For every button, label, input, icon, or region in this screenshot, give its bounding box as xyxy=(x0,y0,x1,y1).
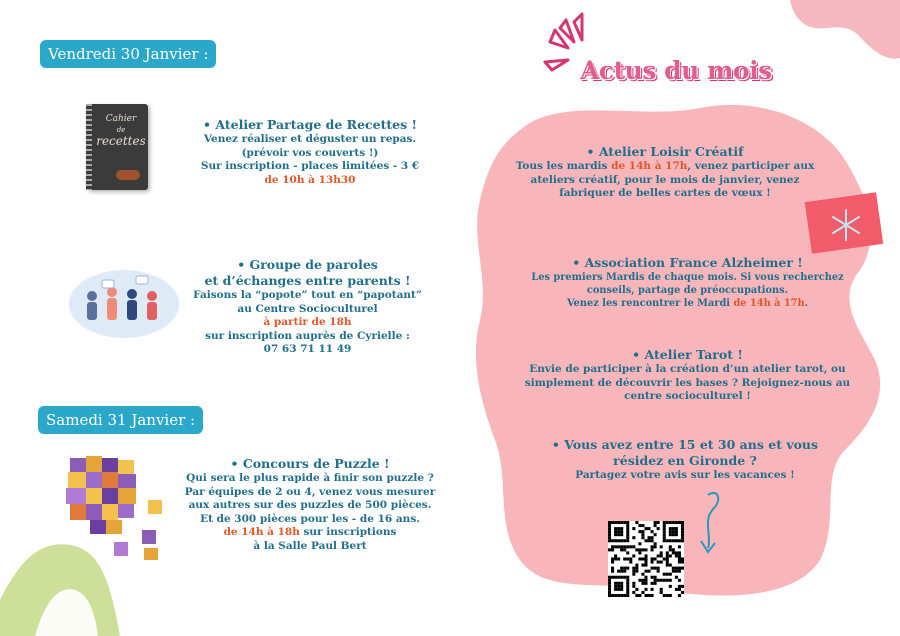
news-jeunes-line: Partagez votre avis sur les vacances ! xyxy=(575,469,795,481)
event-parents xyxy=(180,257,435,357)
news-jeunes-title: résidez en Gironde ? xyxy=(613,453,757,468)
event-recettes-time: de 10h à 13h30 xyxy=(264,173,356,186)
event-puzzle-line: Qui sera le plus rapide à finir son puzzle ? xyxy=(186,472,434,484)
pink-corner-blob xyxy=(790,0,900,59)
date-badge-friday: Vendredi 30 Janvier : xyxy=(40,40,216,68)
news-tarot-title: • Atelier Tarot ! xyxy=(632,347,743,362)
starburst-icon xyxy=(545,14,582,70)
snowflake-card-icon xyxy=(805,192,884,254)
event-puzzle-line: Et de 300 pièces pour les - de 16 ans. xyxy=(200,512,420,525)
news-alzheimer-pre: Venez les rencontrer le Mardi xyxy=(566,298,734,309)
event-parents-time: à partir de 18h xyxy=(263,316,352,328)
event-puzzle-location: à la Salle Paul Bert xyxy=(253,539,367,552)
news-alzheimer-title: • Association France Alzheimer ! xyxy=(572,255,803,270)
event-parents-title: • Groupe de paroles xyxy=(237,257,378,272)
news-loisir-post: , venez participer aux xyxy=(687,160,815,172)
news-loisir-title: • Atelier Loisir Créatif xyxy=(586,144,744,159)
date-badge-saturday: Samedi 31 Janvier : xyxy=(38,406,203,434)
event-recettes-line: (prévoir vos couverts !) xyxy=(241,146,379,159)
news-loisir-line: fabriquer de belles cartes de vœux ! xyxy=(559,187,771,199)
event-puzzle xyxy=(175,456,445,553)
event-recettes-title: • Atelier Partage de Recettes ! xyxy=(203,117,417,132)
news-tarot-line: Envie de participer à la création d’un atelier tarot, ou xyxy=(529,363,846,375)
event-recettes-line: Venez réaliser et déguster un repas. xyxy=(203,133,417,145)
news-alzheimer-line: conseils, partage de préoccupations. xyxy=(586,285,789,296)
event-parents-title: et d’échanges entre parents ! xyxy=(204,273,411,288)
news-tarot-line: centre socioculturel ! xyxy=(624,390,751,402)
event-puzzle-line: Par équipes de 2 ou 4, venez vous mesurer xyxy=(184,485,436,498)
event-parents-line: Faisons la “popote” tout en “papotant” xyxy=(193,289,422,301)
news-alzheimer xyxy=(515,255,860,310)
news-loisir-pre: Tous les mardis xyxy=(515,160,612,172)
event-puzzle-time-suffix: sur inscriptions xyxy=(299,526,397,538)
news-loisir-creatif xyxy=(505,144,825,201)
news-header: Actus du mois xyxy=(580,56,772,85)
event-parents-line: sur inscription auprès de Cyrielle : xyxy=(205,329,410,342)
book-line1: Cahier xyxy=(105,114,137,124)
event-recettes xyxy=(185,117,435,187)
news-loisir-time: de 14h à 17h xyxy=(611,160,688,172)
recipe-book-image xyxy=(86,104,148,190)
news-alzheimer-line: Les premiers Mardis de chaque mois. Si vous recherchez xyxy=(531,272,844,283)
news-jeunes-title: • Vous avez entre 15 et 30 ans et vous xyxy=(551,437,819,452)
event-puzzle-time: de 14h à 18h xyxy=(223,526,300,538)
event-puzzle-line: aux autres sur des puzzles de 500 pièces. xyxy=(188,499,432,511)
event-recettes-line: Sur inscription - places limitées - 3 € xyxy=(200,160,420,172)
book-line2: de xyxy=(116,126,126,134)
event-parents-line: au Centre Socioculturel xyxy=(237,302,378,315)
news-jeunes-gironde xyxy=(520,437,850,483)
book-line3: recettes xyxy=(96,134,146,148)
news-loisir-line: ateliers créatif, pour le mois de janvier, venez xyxy=(530,173,800,186)
qr-code-image[interactable] xyxy=(608,521,684,597)
news-alzheimer-post: . xyxy=(804,298,809,309)
parents-group-image xyxy=(64,262,184,342)
news-tarot-line: simplement de découvrir les bases ? Rejoignez-nous au xyxy=(524,376,851,389)
news-tarot xyxy=(510,347,865,404)
news-alzheimer-time: de 14h à 17h xyxy=(733,298,805,309)
puzzle-image xyxy=(60,450,175,568)
event-puzzle-title: • Concours de Puzzle ! xyxy=(230,456,390,471)
event-parents-phone: 07 63 71 11 49 xyxy=(263,343,352,355)
